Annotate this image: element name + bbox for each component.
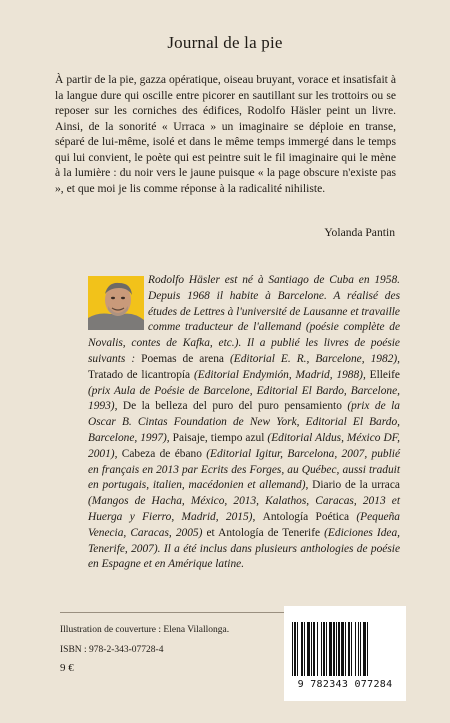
barcode-bar: [338, 622, 340, 676]
biography-segment: (Editorial Igitur, Barcelona, 2007, publié en français en 2013 par Ecrits des Forges, au Québec, aussi traduit en portugais, italien, macédonien et allemand),: [88, 447, 400, 492]
biography-segment: (Mangos de Hacha, México, 2013, Kalathos, Caracas, 2013 et Huerga y Fierro, Madrid, 2015),: [88, 495, 400, 523]
barcode-bar: [297, 622, 298, 676]
barcode: [284, 606, 406, 701]
biography-segment: (Ediciones Idea, Tenerife, 2007). Il a été inclus dans plusieurs anthologies de poésie en Espagne et en Amérique latine.: [88, 526, 400, 571]
barcode-bar: [292, 622, 293, 676]
biography-segment: Diario de la urraca: [312, 479, 400, 492]
barcode-bar: [351, 622, 352, 676]
biography-segment: (prix de la Oscar B. Cintas Foundation de New York, Editorial El Bardo, Barcelone, 1997),: [88, 400, 400, 444]
barcode-bar: [329, 622, 332, 676]
biography-segment: Elleife: [369, 368, 400, 381]
isbn: ISBN : 978-2-343-07728-4: [60, 645, 164, 655]
barcode-bar: [313, 622, 315, 676]
barcode-bar: [336, 622, 337, 676]
barcode-bar: [333, 622, 335, 676]
author-biography: [88, 273, 400, 573]
biography-segment: Antología Poética: [262, 510, 357, 523]
biography-segment: (Pequeña Venecia, Caracas, 2005): [88, 510, 400, 539]
barcode-bar: [304, 622, 305, 676]
barcode-bar: [348, 622, 350, 676]
cover-credit: Illustration de couverture : Elena Vilallonga.: [60, 625, 230, 635]
biography-segment: Cabeza de ébano: [121, 447, 207, 460]
barcode-bar: [341, 622, 344, 676]
biography-segment: Paisaje, tiempo azul: [172, 431, 268, 444]
biography-segment: (Editorial Aldus, México DF, 2001),: [88, 431, 401, 460]
biography-segment: (Editorial E. R., Barcelone, 1982),: [229, 352, 400, 365]
barcode-bar: [326, 622, 327, 676]
barcode-bar: [317, 622, 318, 676]
barcode-bar: [307, 622, 310, 676]
intro-paragraph: À partir de la pie, gazza opératique, oiseau bruyant, vorace et insatisfait à la langue dure qui oscille entre picorer en sautillant sur les trottoirs ou se reposer sur les corniches des édifices, Rodolfo Häsler peint un livre. Ainsi, de la sonorité « Urraca » un imaginaire se déploie en transe, séparé de lui-même, isolé et dans le même temps immergé dans le temps qui lui convient, le poète qui est peintre suit le fil imaginaire qui le mène à la lumière : du noir vers le jaune puisque « la page obscure n'existe pas », et que moi je lis comme réponse à la radicalité nihiliste.: [55, 73, 396, 195]
barcode-bars: [290, 622, 400, 678]
barcode-bar: [345, 622, 346, 676]
barcode-bar: [358, 622, 359, 676]
barcode-bar: [311, 622, 312, 676]
barcode-bar: [301, 622, 303, 676]
barcode-bar: [363, 622, 366, 676]
barcode-bar: [321, 622, 322, 676]
barcode-bar: [360, 622, 361, 676]
barcode-bar: [294, 622, 296, 676]
price: 9 €: [60, 662, 74, 674]
page-title: Journal de la pie: [167, 33, 283, 52]
biography-segment: De la belleza del puro del puro pensamiento: [122, 400, 348, 413]
biography-segment: et Antología de Tenerife: [206, 526, 325, 539]
biography-segment: Rodolfo Häsler est né à Santiago de Cuba en 1958. Depuis 1968 il habite à Barcelone. A réalisé des études de Lettres à l'université de Lausanne et travaille comme traducteur de l'allemand (poésie complète de Novalis, contes de Kafka, etc.). Il a publié les livres de poésie suivants :: [88, 274, 400, 365]
barcode-number: 9 782343 077284: [297, 679, 393, 690]
barcode-bar: [367, 622, 368, 676]
barcode-bar: [323, 622, 325, 676]
signature: Yolanda Pantin: [324, 226, 395, 239]
biography-segment: Tratado de licantropía: [88, 368, 194, 381]
biography-segment: (prix Aula de Poésie de Barcelone, Editorial El Bardo, Barcelone, 1993),: [88, 384, 400, 413]
barcode-bar: [355, 622, 356, 676]
biography-segment: Poemas de arena: [141, 352, 230, 365]
biography-segment: (Editorial Endymión, Madrid, 1988),: [193, 368, 370, 381]
